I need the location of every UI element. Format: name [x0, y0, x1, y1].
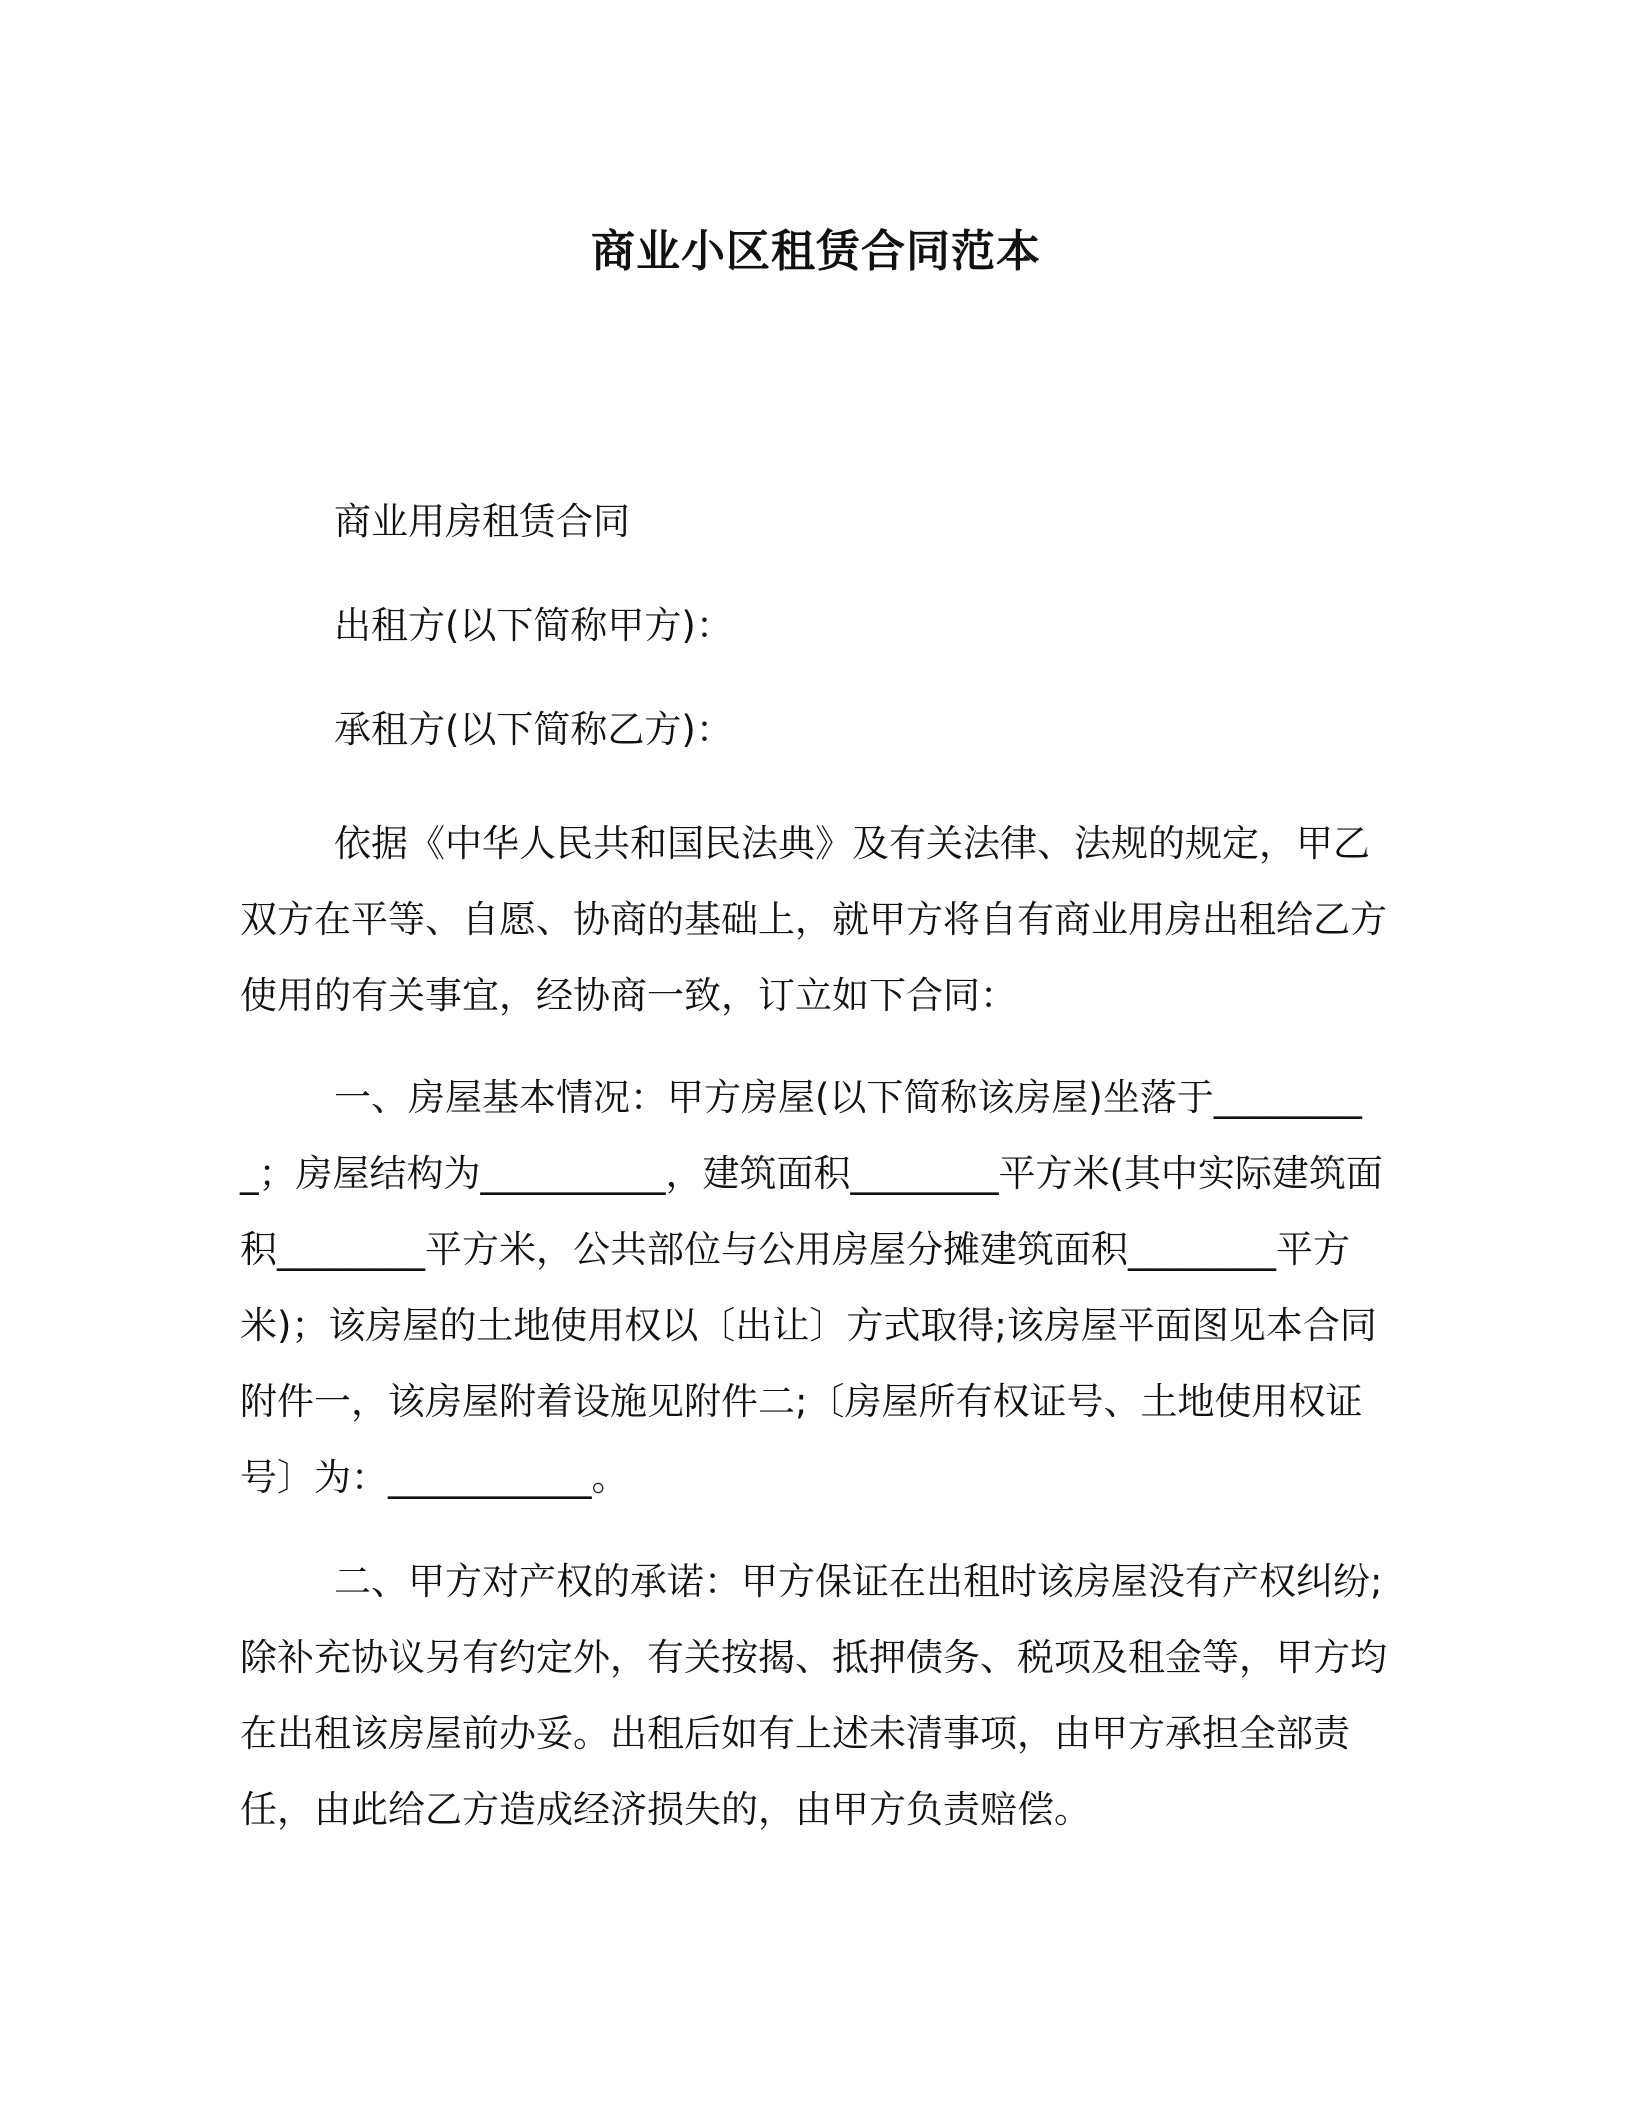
clause-2-paragraph: 二、甲方对产权的承诺：甲方保证在出租时该房屋没有产权纠纷;除补充协议另有约定外，有关按揭、抵押债务、税项及租金等，甲方均在出租该房屋前办妥。出租后如有上述未清事项，由甲方承担全部责任，由此给乙方造成经济损失的，由甲方负责赔偿。 [240, 1560, 1387, 1831]
contract-subtitle: 商业用房租赁合同 [334, 500, 630, 543]
lessee-label: 承租方(以下简称乙方)： [334, 708, 733, 751]
preamble-paragraph: 依据《中华人民共和国民法典》及有关法律、法规的规定，甲乙双方在平等、自愿、协商的基础上，就甲方将自有商业用房出租给乙方使用的有关事宜，经协商一致，订立如下合同： [240, 822, 1387, 1017]
document-title: 商业小区租赁合同范本 [591, 226, 1041, 277]
lessor-label: 出租方(以下简称甲方)： [334, 604, 733, 647]
clause-1-paragraph: 一、房屋基本情况：甲方房屋(以下简称该房屋)坐落于_________；房屋结构为__________，建筑面积________平方米(其中实际建筑面积________平方米，公共部位与公用房屋分摊建筑面积________平方米)；该房屋的土地使用权以〔出让〕方式取得;该房屋平面图见本合同附件一，该房屋附着设施见附件二;〔房屋所有权证号、土地使用权证号〕为：___________。 [240, 1076, 1383, 1499]
